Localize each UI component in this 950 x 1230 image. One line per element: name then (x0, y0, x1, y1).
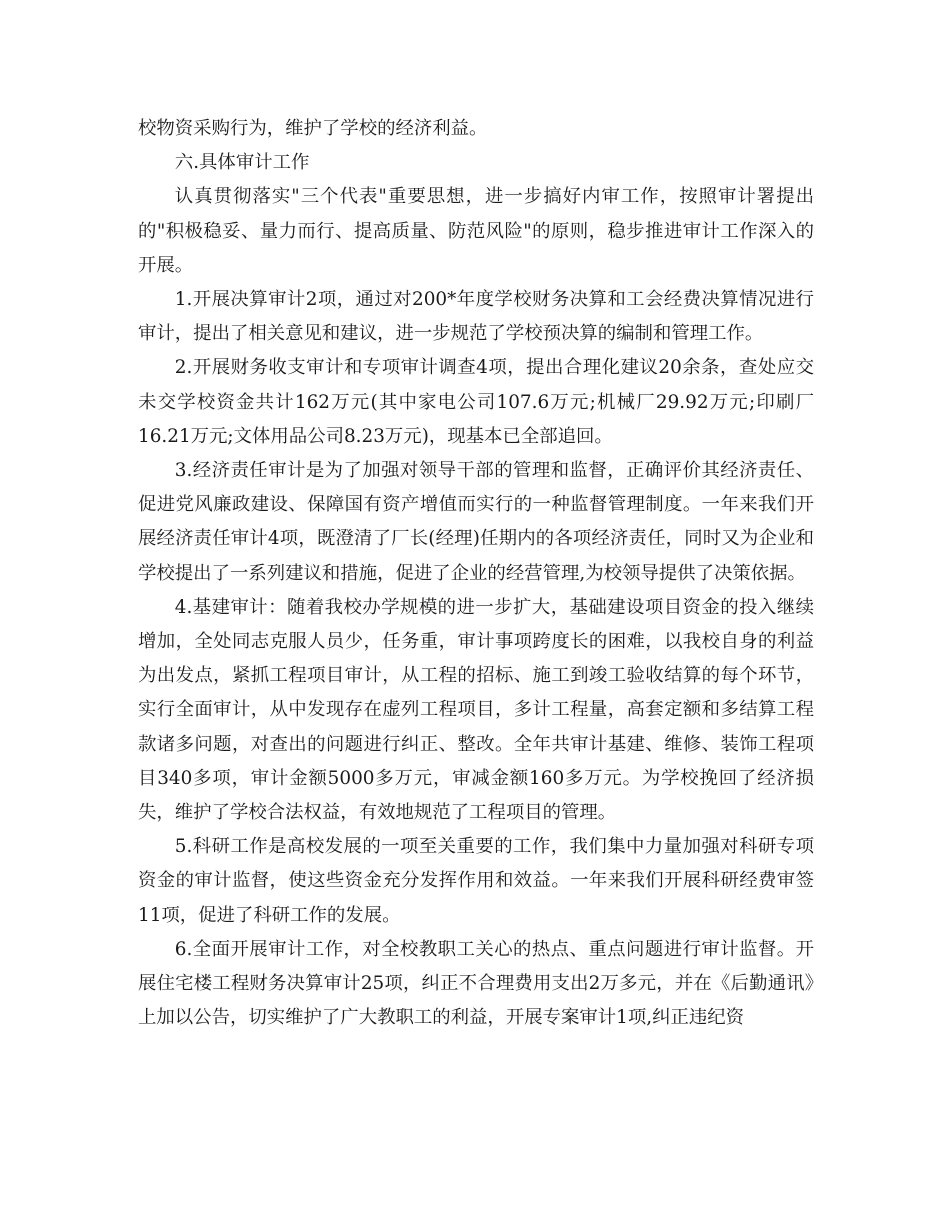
paragraph-item-5: 5.科研工作是高校发展的一项至关重要的工作，我们集中力量加强对科研专项资金的审计监督，使这些资金充分发挥作用和效益。一年来我们开展科研经费审签11项，促进了科研工作的发展。 (138, 836, 814, 926)
paragraph-item-2: 2.开展财务收支审计和专项审计调查4项，提出合理化建议20余条，查处应交未交学校资金共计162万元(其中家电公司107.6万元;机械厂29.92万元;印刷厂16.21万元;文体用品公司8.23万元)，现基本已全部追回。 (138, 357, 814, 447)
section-heading: 六.具体审计工作 (174, 152, 310, 174)
paragraph-item-4: 4.基建审计：随着我校办学规模的进一步扩大，基础建设项目资金的投入继续增加，全处同志克服人员少，任务重，审计事项跨度长的困难，以我校自身的利益为出发点，紧抓工程项目审计，从工程的招标、施工到竣工验收结算的每个环节，实行全面审计，从中发现存在虚列工程项目，多计工程量，高套定额和多结算工程款诸多问题，对查出的问题进行纠正、整改。全年共审计基建、维修、装饰工程项目340多项，审计金额5000多万元，审减金额160多万元。为学校挽回了经济损失，维护了学校合法权益，有效地规范了工程项目的管理。 (138, 596, 814, 824)
paragraph-item-3: 3.经济责任审计是为了加强对领导干部的管理和监督，正确评价其经济责任、促进党风廉政建设、保障国有资产增值而实行的一种监督管理制度。一年来我们开展经济责任审计4项，既澄清了厂长(经理)任期内的各项经济责任，同时又为企业和学校提出了一系列建议和措施，促进了企业的经营管理,为校领导提供了决策依据。 (138, 460, 814, 584)
paragraph-item-1: 1.开展决算审计2项，通过对200*年度学校财务决算和工会经费决算情况进行审计，提出了相关意见和建议，进一步规范了学校预决算的编制和管理工作。 (138, 289, 814, 345)
document-body (138, 112, 814, 1035)
paragraph-continuation: 校物资采购行为，维护了学校的经济利益。 (138, 118, 488, 139)
paragraph-intro: 认真贯彻落实"三个代表"重要思想，进一步搞好内审工作，按照审计署提出的"积极稳妥、量力而行、提高质量、防范风险"的原则，稳步推进审计工作深入的开展。 (138, 186, 814, 276)
paragraph-item-6: 6.全面开展审计工作，对全校教职工关心的热点、重点问题进行审计监督。开展住宅楼工程财务决算审计25项，纠正不合理费用支出2万多元，并在《后勤通讯》上加以公告，切实维护了广大教职工的利益，开展专案审计1项,纠正违纪资 (138, 938, 814, 1029)
